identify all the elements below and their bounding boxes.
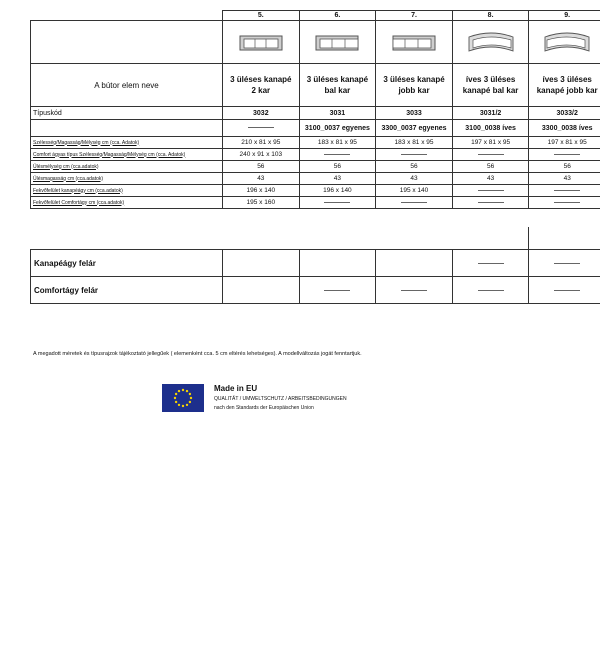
eu-title: Made in EU — [214, 384, 258, 393]
type-code: 3033 — [376, 107, 453, 120]
row-label: Ülésmagasság cm (cca.adatok) — [31, 173, 223, 185]
straight-sofa-right-arm-icon — [392, 32, 436, 52]
eu-flag-icon — [162, 384, 204, 412]
type-code: 3033/2 — [529, 107, 600, 120]
value-cell: 43 — [299, 173, 376, 185]
row-label: Szélesség/Magasság/Mélység cm (cca. Adatok) — [31, 137, 223, 149]
column-number: 5. — [223, 11, 300, 21]
product-table — [30, 10, 600, 209]
row-label: Ülésmélység cm (cca.adatok) — [31, 161, 223, 173]
surcharge-table — [30, 227, 600, 304]
product-name-line2: 2 kar — [251, 86, 271, 95]
value-cell — [223, 277, 300, 304]
straight-sofa-left-arm-icon — [315, 32, 359, 52]
name-row — [31, 64, 600, 107]
value-cell: 56 — [223, 161, 300, 173]
comfort-dimensions-row — [31, 149, 600, 161]
variant-cell: 3300_0037 egyenes — [376, 120, 453, 137]
value-cell: 210 x 81 x 95 — [223, 137, 300, 149]
empty-dash — [554, 154, 580, 155]
product-name-line2: kanapé jobb kar — [536, 86, 598, 95]
straight-sofa-icon — [239, 32, 283, 52]
empty-dash — [248, 127, 274, 128]
value-cell: 183 x 81 x 95 — [376, 137, 453, 149]
empty-dash — [401, 154, 427, 155]
value-cell: 43 — [376, 173, 453, 185]
variant-row — [31, 120, 600, 137]
value-cell — [376, 250, 453, 277]
eu-quality-line: QUALITÄT / UMWELTSCHUTZ / ARBEITSBEDINGUNGEN — [214, 396, 347, 402]
empty-dash — [478, 190, 504, 191]
value-cell: 43 — [529, 173, 600, 185]
value-cell: 56 — [529, 161, 600, 173]
type-code: 3031 — [299, 107, 376, 120]
column-number: 7. — [376, 11, 453, 21]
empty-dash — [554, 190, 580, 191]
type-code: 3032 — [223, 107, 300, 120]
empty-dash — [401, 202, 427, 203]
row-label: Kanapéágy felár — [31, 250, 223, 277]
product-name: íves 3 üléses — [542, 75, 592, 84]
product-name: 3 üléses kanapé — [230, 75, 292, 84]
product-name-line2: bal kar — [324, 86, 351, 95]
column-number-row — [31, 11, 600, 21]
value-cell: 195 x 140 — [376, 185, 453, 197]
row-label: Fekvőfelület kanapéágy cm (cca.adatok) — [31, 185, 223, 197]
row-label: Comfortágy felár — [31, 277, 223, 304]
column-number: 9. — [529, 11, 600, 21]
empty-dash — [478, 290, 504, 291]
seat-height-row — [31, 173, 600, 185]
type-code: 3031/2 — [452, 107, 529, 120]
product-name-line2: jobb kar — [398, 86, 430, 95]
variant-cell: 3300_0038 íves — [529, 120, 600, 137]
curved-sofa-right-arm-icon — [543, 31, 591, 53]
empty-dash — [554, 263, 580, 264]
product-name: 3 üléses kanapé — [306, 75, 369, 84]
value-cell — [299, 250, 376, 277]
product-name-line2: kanapé bal kar — [462, 86, 519, 95]
row-label: Típuskód — [31, 107, 223, 120]
column-number: 8. — [452, 11, 529, 21]
variant-cell — [223, 120, 300, 137]
value-cell: 196 x 140 — [223, 185, 300, 197]
variant-cell: 3100_0037 egyenes — [299, 120, 376, 137]
curved-sofa-left-arm-icon — [467, 31, 515, 53]
value-cell — [223, 250, 300, 277]
empty-dash — [554, 202, 580, 203]
empty-dash — [401, 290, 427, 291]
dimensions-row — [31, 137, 600, 149]
value-cell: 43 — [452, 173, 529, 185]
value-cell: 197 x 81 x 95 — [529, 137, 600, 149]
product-name: íves 3 üléses — [465, 75, 516, 84]
comfort-bed-surface-row — [31, 197, 600, 209]
empty-dash — [478, 154, 504, 155]
value-cell: 196 x 140 — [299, 185, 376, 197]
row-label: A bútor elem neve — [31, 64, 223, 107]
row-label: Fekvőfelület Comfortágy cm (cca.adatok) — [31, 197, 223, 209]
comfort-bed-surcharge-row — [31, 277, 600, 304]
value-cell: 56 — [376, 161, 453, 173]
sofa-bed-surface-row — [31, 185, 600, 197]
image-row — [31, 21, 600, 64]
empty-dash — [478, 263, 504, 264]
value-cell: 56 — [452, 161, 529, 173]
type-code-row — [31, 107, 600, 120]
value-cell: 195 x 160 — [223, 197, 300, 209]
row-label: Comfort ágyas típus Szélesség/Magasság/Mélység cm (cca. Adatok) — [31, 149, 223, 161]
empty-dash — [324, 290, 350, 291]
eu-standards-line: nach den Standards der Europäischen Union — [214, 405, 314, 411]
column-number: 6. — [299, 11, 376, 21]
value-cell: 43 — [223, 173, 300, 185]
empty-dash — [478, 202, 504, 203]
disclaimer-text: A megadott méretek és típusrajzok tájékoztató jellegűek ( elemenként cca. 5 cm eltérés lehetséges). A modellváltozás jogát fenntartjuk. — [33, 351, 362, 357]
value-cell: 183 x 81 x 95 — [299, 137, 376, 149]
value-cell: 240 x 91 x 103 — [223, 149, 300, 161]
empty-dash — [554, 290, 580, 291]
empty-dash — [324, 202, 350, 203]
value-cell: 197 x 81 x 95 — [452, 137, 529, 149]
value-cell: 56 — [299, 161, 376, 173]
empty-dash — [324, 154, 350, 155]
product-name: 3 üléses kanapé — [383, 75, 445, 84]
variant-cell: 3100_0038 íves — [452, 120, 529, 137]
seat-depth-row — [31, 161, 600, 173]
sofa-bed-surcharge-row — [31, 250, 600, 277]
